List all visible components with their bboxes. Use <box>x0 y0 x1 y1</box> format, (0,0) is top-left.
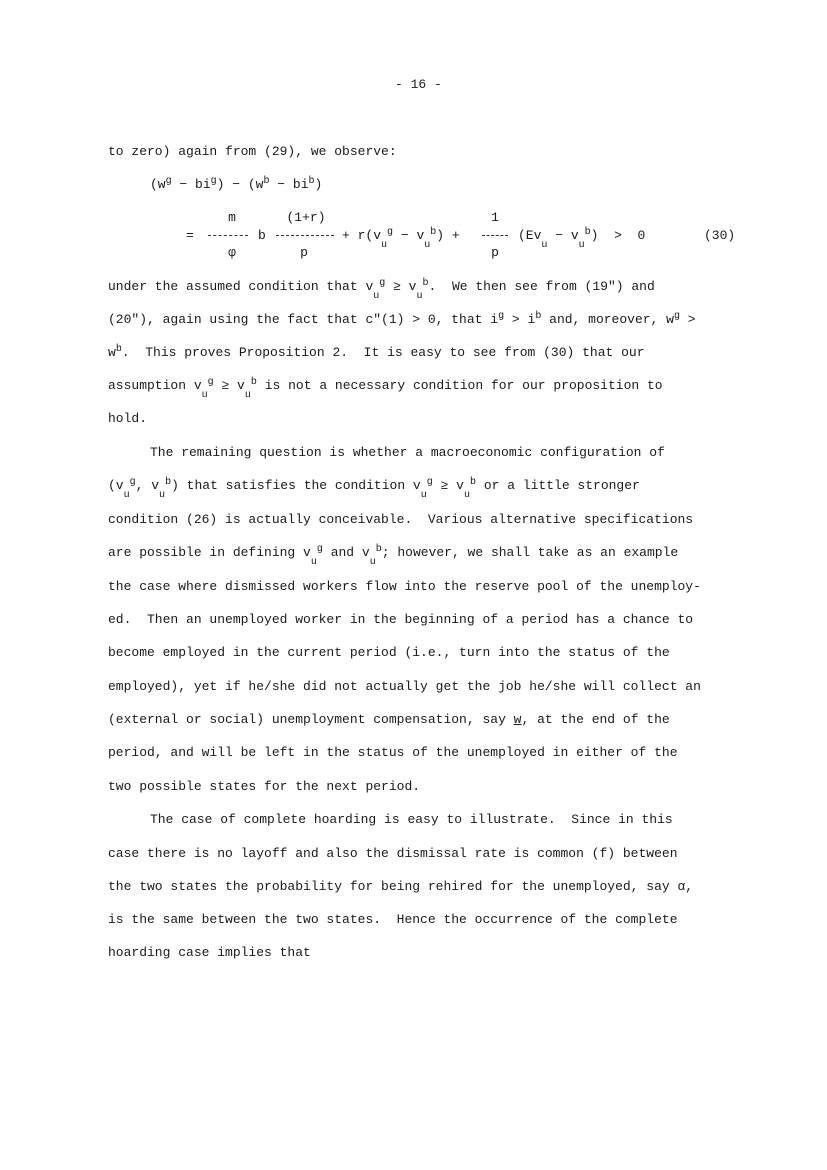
equals-sign: = <box>186 228 194 243</box>
frac-numerator-one: 1 <box>491 210 499 225</box>
text-line: the case where dismissed workers flow into the reserve pool of the unemploy- <box>108 579 701 594</box>
text-line: period, and will be left in the status of the unemployed in either of the <box>108 745 678 760</box>
eq-tail-term: $(Ev_u - v_u^b) > 0$ <box>518 227 646 251</box>
eq-middle-term: + $r(v_u^g - v_u^b)$ + <box>342 227 460 251</box>
text-line: ($v_u^g$, $v_u^b$) that satisfies the condition $v_u^g \ge v_u^b$ or a little stronger <box>108 477 640 501</box>
text-line: hold. <box>108 411 148 426</box>
text-line: are possible in defining $v_u^g$ and $v_u^b$; however, we shall take as an example <box>108 544 679 568</box>
text-line: hoarding case implies that <box>108 945 311 960</box>
text-line: $w^b$. This proves Proposition 2. It is easy to see from (30) that our <box>108 344 645 360</box>
equation-number: (30) <box>704 228 736 243</box>
text-line: the two states the probability for being rehired for the unemployed, say α, <box>108 879 694 894</box>
text-line: (external or social) unemployment compensation, say w, at the end of the <box>108 712 670 727</box>
fraction-bar <box>482 235 508 237</box>
text-line: is the same between the two states. Hence the occurrence of the complete <box>108 912 678 927</box>
fraction-bar <box>276 235 334 237</box>
text-line: to zero) again from (29), we observe: <box>108 144 397 159</box>
frac-denominator-phi: φ <box>228 245 236 260</box>
text-line: two possible states for the next period. <box>108 779 421 794</box>
fraction-bar <box>208 235 248 237</box>
frac-numerator-m: m <box>228 210 236 225</box>
text-line: The case of complete hoarding is easy to illustrate. Since in this <box>150 812 673 827</box>
text-line: under the assumed condition that $v_u^g \ge v_u^b$. We then see from (19") and <box>108 278 655 302</box>
page-number: - 16 - <box>395 77 442 92</box>
text-line: The remaining question is whether a macroeconomic configuration of <box>150 445 665 460</box>
text-line: case there is no layoff and also the dismissal rate is common (f) between <box>108 846 678 861</box>
text-line: condition (26) is actually conceivable. Various alternative specifications <box>108 512 694 527</box>
text-line: employed), yet if he/she did not actually get the job he/she will collect an <box>108 679 701 694</box>
frac-denominator-p2: p <box>491 245 499 260</box>
frac-denominator-p: p <box>300 245 308 260</box>
equation-lhs: $(w^g - bi^g) - (w^b - bi^b)$ <box>150 176 323 192</box>
text-line: (20"), again using the fact that c"(1) > 0, that $i^g > i^b$ and, moreover, $w^g$ > <box>108 311 696 327</box>
frac-numerator-1r: (1+r) <box>286 210 326 225</box>
text-line: become employed in the current period (i.e., turn into the status of the <box>108 645 670 660</box>
text-line: ed. Then an unemployed worker in the beginning of a period has a chance to <box>108 612 694 627</box>
text-line: assumption $v_u^g \ge v_u^b$ is not a necessary condition for our proposition to <box>108 377 663 401</box>
eq-b: b <box>258 228 266 243</box>
